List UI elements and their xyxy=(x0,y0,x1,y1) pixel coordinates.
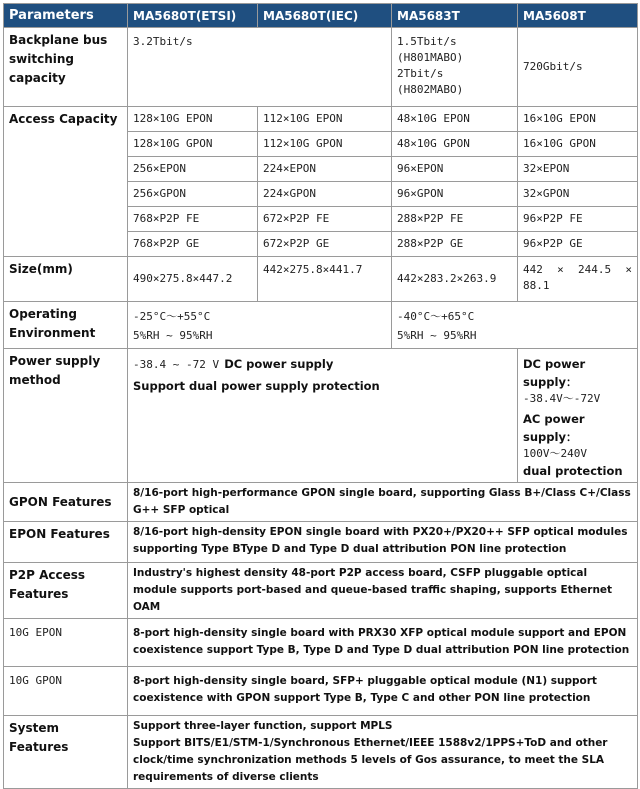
spec-table xyxy=(3,3,638,789)
access-cell: 48×10G GPON xyxy=(392,132,518,157)
environment-left-temp: -25°C～+55°C xyxy=(133,310,211,323)
10g-gpon-text: 8-port high-density single board, SFP+ pluggable optical module (N1) support coexistence with GPON support Type B, Type C and other PON line protection xyxy=(128,667,638,716)
access-cell: 32×EPON xyxy=(518,157,638,182)
access-cell: 672×P2P GE xyxy=(258,232,392,257)
power-left-support: Support dual power supply protection xyxy=(133,379,380,393)
label-operating-environment: Operating Environment xyxy=(4,302,128,349)
power-right-ac-label: AC power supply： xyxy=(523,412,585,444)
environment-left-rh: 5%RH ~ 95%RH xyxy=(133,329,213,342)
access-cell: 672×P2P FE xyxy=(258,207,392,232)
label-p2p-features: P2P Access Features xyxy=(4,563,128,619)
size-ma5680t-etsi: 490×275.8×447.2 xyxy=(128,257,258,302)
power-left-range: -38.4 ~ -72 V xyxy=(133,358,220,371)
power-left xyxy=(128,349,518,483)
backplane-ma5683t xyxy=(392,28,518,107)
backplane-ma5683t-2: 2Tbit/s xyxy=(397,67,444,80)
backplane-ma5683t-2-note: (H802MABO) xyxy=(397,83,464,96)
header-ma5680t-etsi: MA5680T(ETSI) xyxy=(128,4,258,28)
environment-right-rh: 5%RH ~ 95%RH xyxy=(397,329,477,342)
access-cell: 96×EPON xyxy=(392,157,518,182)
row-size xyxy=(4,257,638,302)
system-features-line1: Support three-layer function, support MPLS xyxy=(133,720,393,732)
label-10g-epon: 10G EPON xyxy=(4,619,128,667)
access-cell: 16×10G GPON xyxy=(518,132,638,157)
power-right-dual: dual protection xyxy=(523,464,623,478)
row-system-features xyxy=(4,716,638,789)
access-cell: 128×10G GPON xyxy=(128,132,258,157)
label-power-supply: Power supply method xyxy=(4,349,128,483)
row-10g-gpon xyxy=(4,667,638,716)
label-10g-gpon: 10G GPON xyxy=(4,667,128,716)
spec-table-wrapper xyxy=(3,3,638,789)
row-10g-epon xyxy=(4,619,638,667)
label-gpon-features: GPON Features xyxy=(4,483,128,522)
10g-epon-text: 8-port high-density single board with PRX30 XFP optical module support and EPON coexistence support Type B, Type D and Type D dual attribution PON line protection xyxy=(128,619,638,667)
header-ma5608t: MA5608T xyxy=(518,4,638,28)
access-cell: 288×P2P GE xyxy=(392,232,518,257)
access-cell: 16×10G EPON xyxy=(518,107,638,132)
system-features-text xyxy=(128,716,638,789)
size-ma5608t: 442 × 244.5 × 88.1 xyxy=(518,257,638,302)
row-p2p-features xyxy=(4,563,638,619)
backplane-etsi-iec: 3.2Tbit/s xyxy=(128,28,392,107)
access-cell: 112×10G EPON xyxy=(258,107,392,132)
access-cell: 112×10G GPON xyxy=(258,132,392,157)
size-ma5680t-iec: 442×275.8×441.7 xyxy=(258,257,392,302)
header-row xyxy=(4,4,638,28)
access-cell: 256×GPON xyxy=(128,182,258,207)
row-epon-features xyxy=(4,522,638,563)
label-epon-features: EPON Features xyxy=(4,522,128,563)
power-right-dc-value: -38.4V～-72V xyxy=(523,392,601,405)
access-cell: 768×P2P FE xyxy=(128,207,258,232)
power-left-dc: DC power supply xyxy=(224,357,334,371)
backplane-ma5683t-1-note: (H801MABO) xyxy=(397,51,464,64)
power-right-dc-label: DC power supply： xyxy=(523,357,586,389)
backplane-ma5608t: 720Gbit/s xyxy=(518,28,638,107)
label-size: Size(mm) xyxy=(4,257,128,302)
row-gpon-features xyxy=(4,483,638,522)
access-cell: 128×10G EPON xyxy=(128,107,258,132)
epon-features-text: 8/16-port high-density EPON single board with PX20+/PX20++ SFP optical modules supporting Type BType D and Type D dual attribution PON line protection xyxy=(128,522,638,563)
label-backplane: Backplane bus switching capacity xyxy=(4,28,128,107)
access-cell: 768×P2P GE xyxy=(128,232,258,257)
power-right-ac-value: 100V～240V xyxy=(523,447,587,460)
header-parameters: Parameters xyxy=(4,4,128,28)
access-cell: 256×EPON xyxy=(128,157,258,182)
environment-right-temp: -40°C～+65°C xyxy=(397,310,475,323)
backplane-ma5683t-1: 1.5Tbit/s xyxy=(397,35,457,48)
gpon-features-text: 8/16-port high-performance GPON single board, supporting Glass B+/Class C+/Class G++ SFP optical xyxy=(128,483,638,522)
header-ma5680t-iec: MA5680T(IEC) xyxy=(258,4,392,28)
access-cell: 224×EPON xyxy=(258,157,392,182)
environment-right xyxy=(392,302,638,349)
environment-left xyxy=(128,302,392,349)
access-cell: 96×P2P GE xyxy=(518,232,638,257)
row-power xyxy=(4,349,638,483)
size-ma5683t: 442×283.2×263.9 xyxy=(392,257,518,302)
access-cell: 96×GPON xyxy=(392,182,518,207)
p2p-features-text: Industry's highest density 48-port P2P access board, CSFP pluggable optical module supports port-based and queue-based traffic shaping, supports Ethernet OAM xyxy=(128,563,638,619)
row-access-0 xyxy=(4,107,638,132)
access-cell: 48×10G EPON xyxy=(392,107,518,132)
row-environment xyxy=(4,302,638,349)
system-features-line2: Support BITS/E1/STM-1/Synchronous Ethernet/IEEE 1588v2/1PPS+ToD and other clock/time synchronization methods 5 levels of Gos assurance, to meet the SLA requirements of diverse clients xyxy=(133,737,608,783)
access-cell: 288×P2P FE xyxy=(392,207,518,232)
label-system-features: System Features xyxy=(4,716,128,789)
label-access-capacity: Access Capacity xyxy=(4,107,128,257)
access-cell: 96×P2P FE xyxy=(518,207,638,232)
access-cell: 32×GPON xyxy=(518,182,638,207)
power-right xyxy=(518,349,638,483)
header-ma5683t: MA5683T xyxy=(392,4,518,28)
access-cell: 224×GPON xyxy=(258,182,392,207)
row-backplane xyxy=(4,28,638,107)
